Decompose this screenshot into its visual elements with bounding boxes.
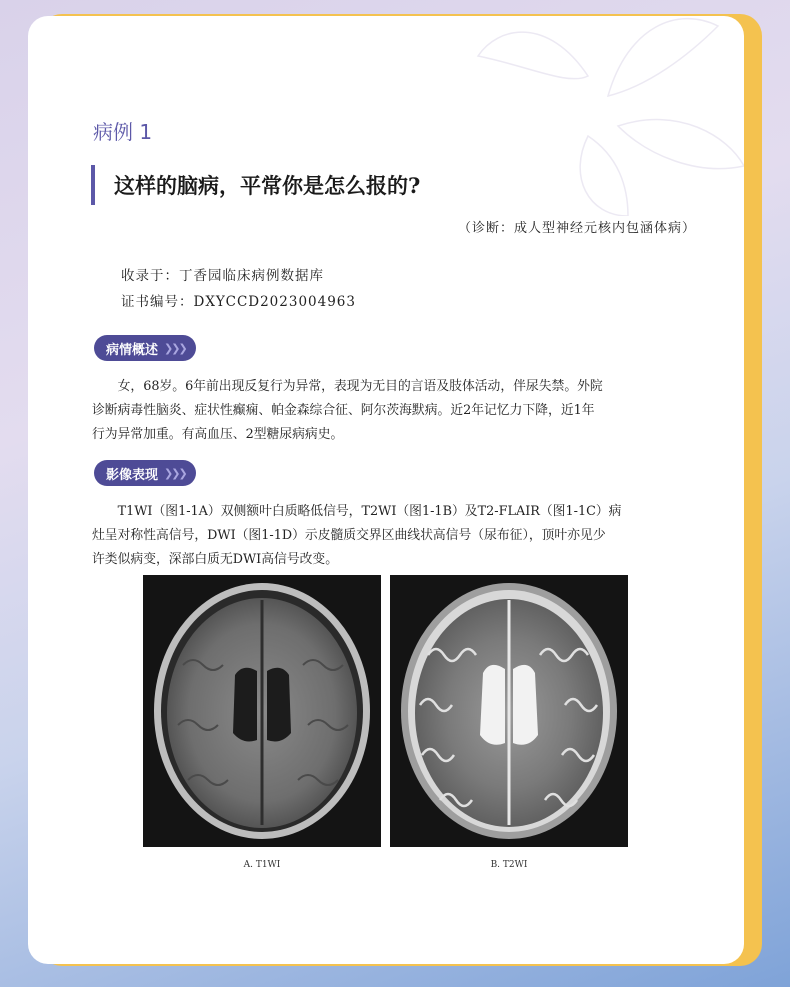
paragraph-line: T1WI（图1-1A）双侧额叶白质略低信号，T2WI（图1-1B）及T2-FLAIR（图1-1C）病 (117, 504, 622, 519)
figure-caption-a: A. T1WI (243, 860, 281, 870)
figure-caption-b: B. T2WI (490, 860, 528, 870)
diagnosis-note: （诊断：成人型神经元核内包涵体病） (457, 221, 696, 236)
mri-image-t2wi (390, 575, 628, 847)
mri-image-t1wi (143, 575, 381, 847)
certificate-line: 证书编号：DXYCCD2023004963 (121, 294, 356, 310)
section-heading-overview (94, 335, 196, 361)
page-title: 这样的脑病，平常你是怎么报的? (114, 173, 421, 198)
section-heading-label: 病情概述 (106, 342, 159, 358)
document-page (28, 16, 744, 964)
title-accent-bar (91, 165, 95, 205)
paragraph-line: 诊断病毒性脑炎、症状性癫痫、帕金森综合征、阿尔茨海默病。近2年记忆力下降，近1年 (92, 403, 595, 418)
section-heading-imaging (94, 460, 196, 486)
paragraph-line: 女，68岁。6年前出现反复行为异常，表现为无目的言语及肢体活动，伴尿失禁。外院 (117, 379, 603, 394)
imaging-paragraph (92, 500, 632, 572)
paragraph-line: 行为异常加重。有高血压、2型糖尿病病史。 (92, 427, 344, 442)
paragraph-line: 许类似病变，深部白质无DWI高信号改变。 (92, 552, 339, 567)
triple-chevron-icon: ❯❯❯ (164, 341, 186, 355)
paragraph-line: 灶呈对称性高信号，DWI（图1-1D）示皮髓质交界区曲线状高信号（尿布征），顶叶亦见少 (92, 528, 606, 543)
case-number: 病例 1 (93, 120, 153, 144)
triple-chevron-icon: ❯❯❯ (164, 466, 186, 480)
section-heading-label: 影像表现 (106, 467, 159, 483)
overview-paragraph (92, 375, 632, 447)
source-line: 收录于：丁香园临床病例数据库 (121, 268, 324, 284)
